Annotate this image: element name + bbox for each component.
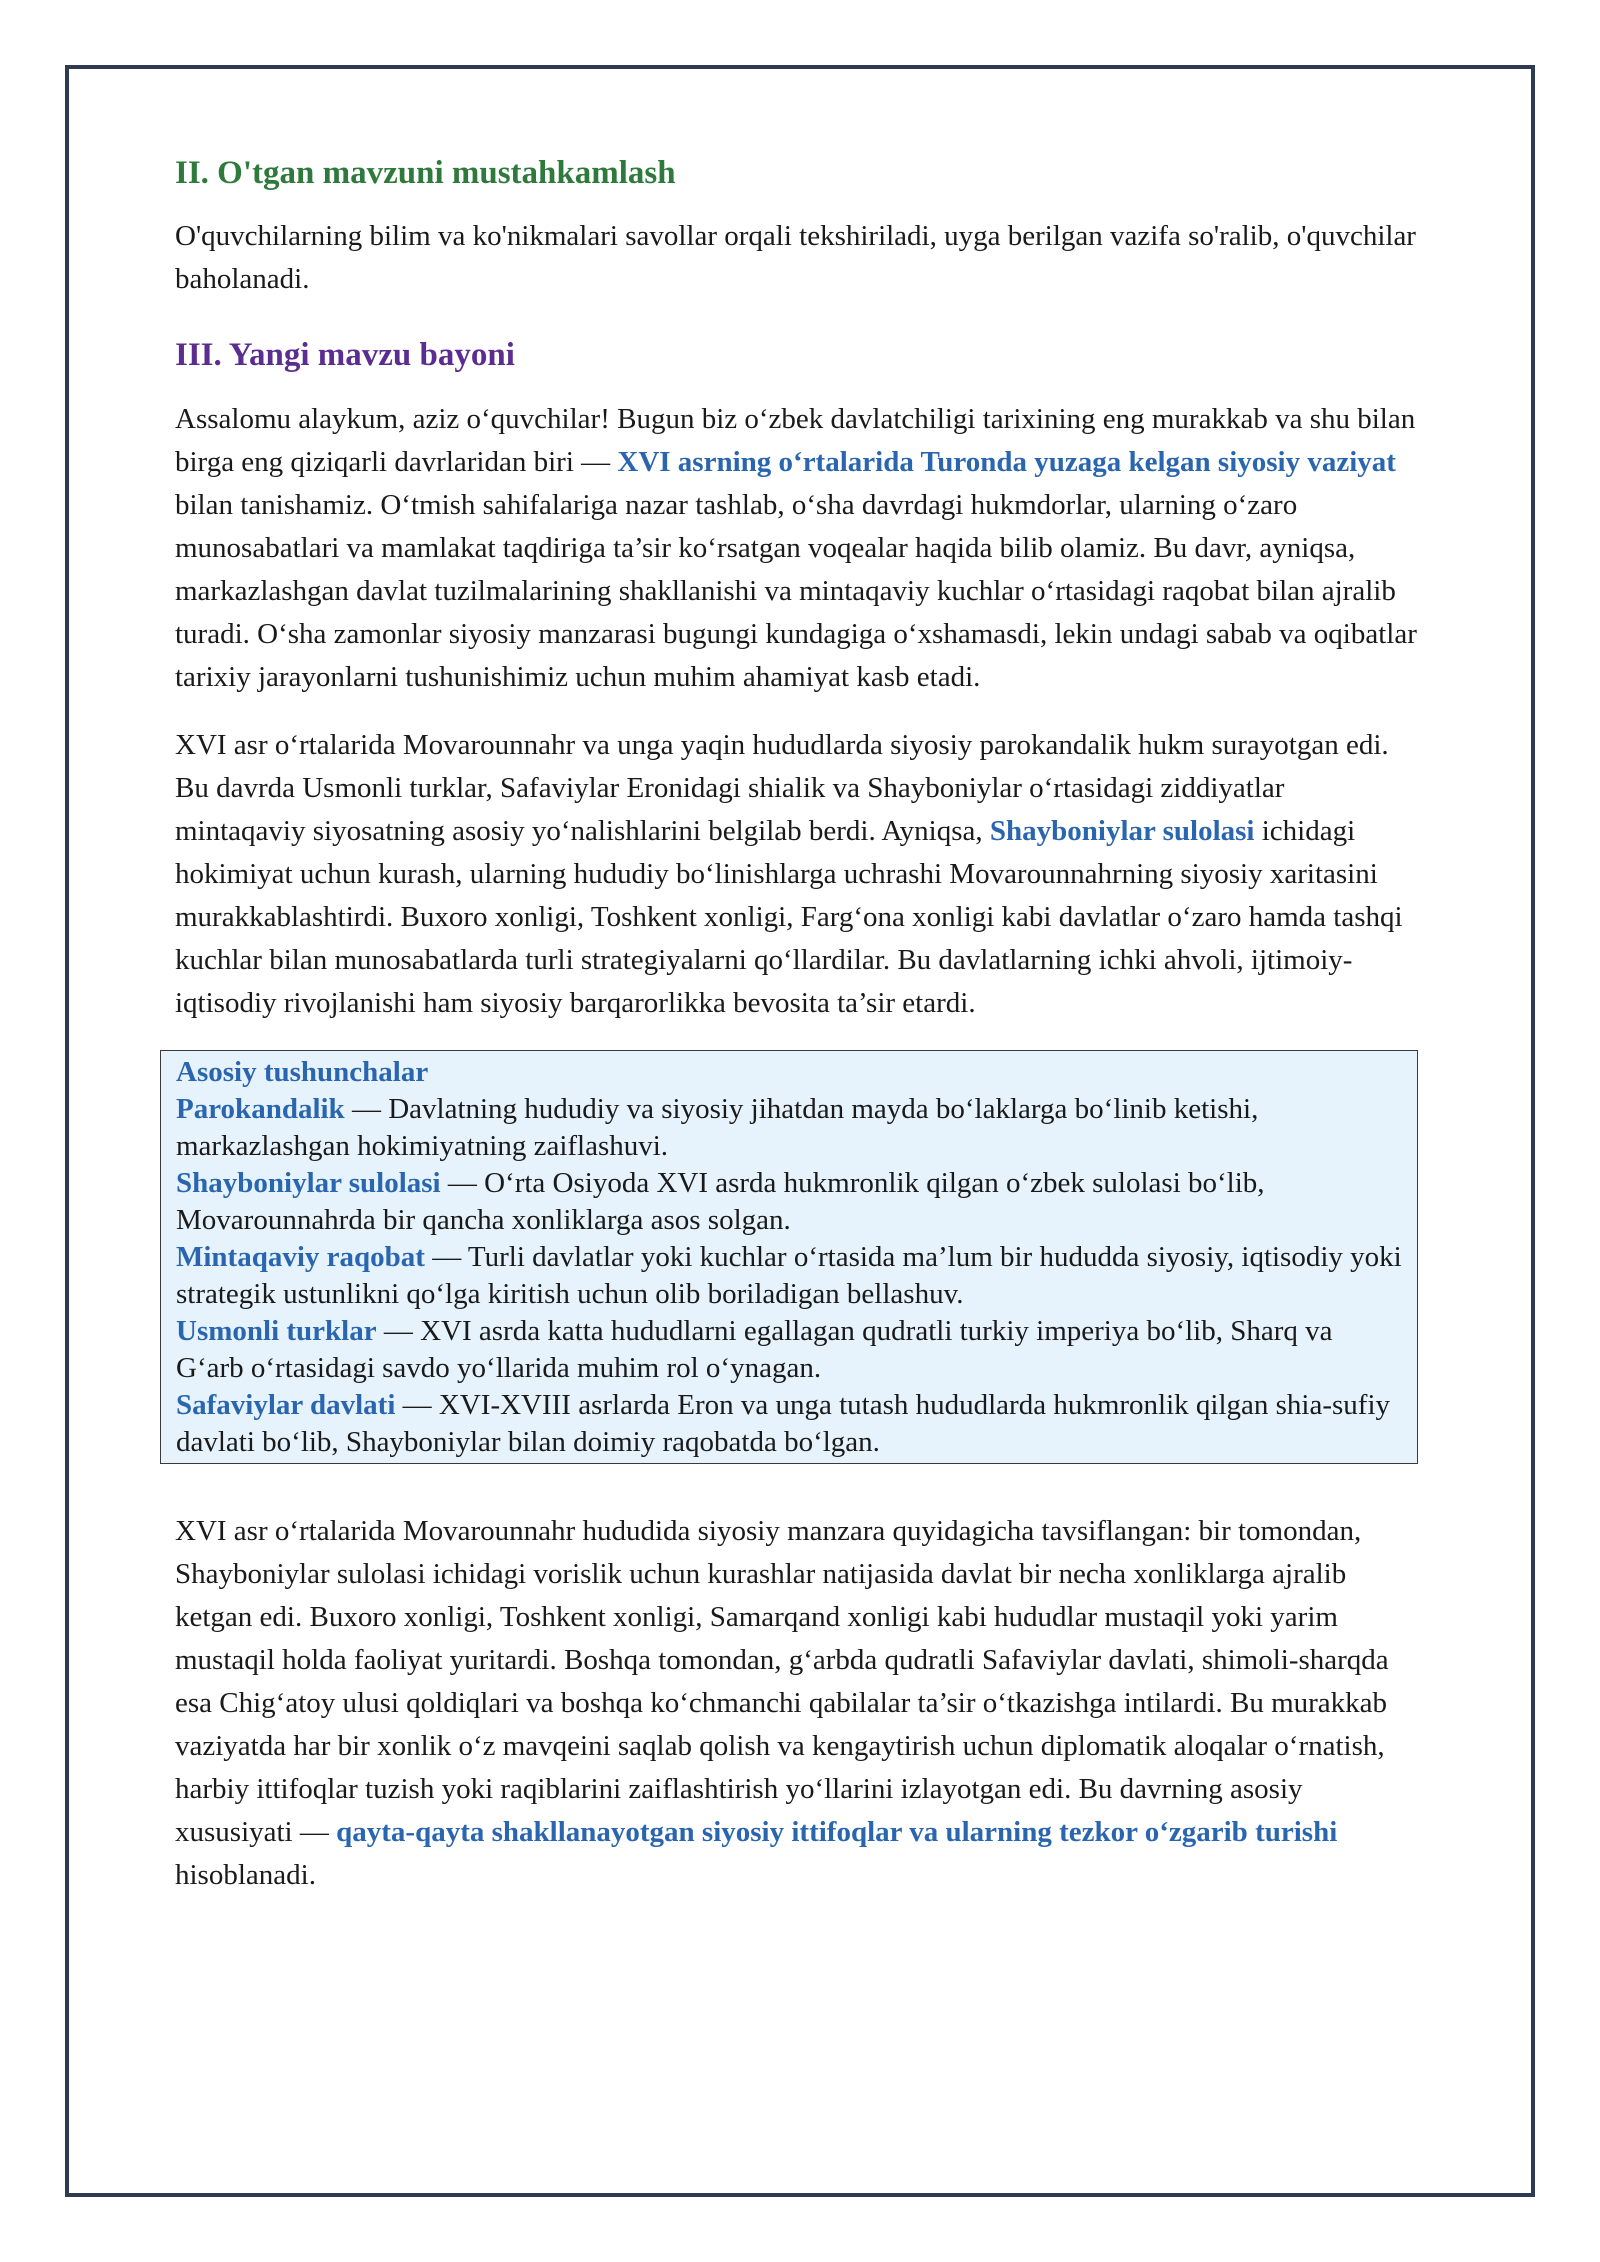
- concept-entry: [176, 1091, 1403, 1165]
- concept-term: Shayboniylar sulolasi: [176, 1166, 441, 1199]
- concept-definition: — O‘rta Osiyoda XVI asrda hukmronlik qilgan o‘zbek sulolasi bo‘lib, Movarounnahrda bir qancha xonliklarga asos solgan.: [176, 1166, 1265, 1236]
- summary-paragraph: [175, 1510, 1420, 1897]
- summary-text-start: XVI asr o‘rtalarida Movarounnahr hududida siyosiy manzara quyidagicha tavsiflangan: bir tomondan, Shayboniylar sulolasi ichidagi vorislik uchun kurashlar natijasida davlat bir necha xonliklarga ajralib ketgan edi. Buxoro xonligi, Toshkent xonligi, Samarqand xonligi kabi hududlar mustaqil yoki yarim mustaqil holda faoliyat yuritardi. Boshqa tomondan, g‘arbda qudratli Safaviylar davlati, shimoli-sharqda esa Chig‘atoy ulusi qoldiqlari va boshqa ko‘chmanchi qabilalar ta’sir o‘tkazishga intilardi. Bu murakkab vaziyatda har bir xonlik o‘z mavqeini saqlab qolish va kengaytirish uchun diplomatik aloqalar o‘rnatish, harbiy ittifoqlar tuzish yoki raqiblarini zaiflashtirish yo‘llarini izlayotgan edi. Bu davrning asosiy xususiyati —: [175, 1514, 1389, 1848]
- section-heading-review: II. O'tgan mavzuni mustahkamlash: [175, 155, 676, 191]
- concept-term: Mintaqaviy raqobat: [176, 1240, 425, 1273]
- concept-term: Usmonli turklar: [176, 1314, 377, 1347]
- concept-term: Safaviylar davlati: [176, 1388, 396, 1421]
- key-concepts-box: [160, 1050, 1418, 1464]
- concept-entry: [176, 1165, 1403, 1239]
- summary-text-end: hisoblanadi.: [175, 1858, 316, 1891]
- document-content: [175, 152, 1420, 1897]
- concept-term: Parokandalik: [176, 1092, 345, 1125]
- concept-definition: — XVI asrda katta hududlarni egallagan qudratli turkiy imperiya bo‘lib, Sharq va G‘arb o‘rtasidagi savdo yo‘llarida muhim rol o‘ynagan.: [176, 1314, 1333, 1384]
- intro-paragraph: [175, 398, 1420, 699]
- context-text-start: XVI asr o‘rtalarida Movarounnahr va unga yaqin hududlarda siyosiy parokandalik hukm surayotgan edi. Bu davrda Usmonli turklar, Safaviylar Eronidagi shialik va Shayboniylar o‘rtasidagi ziddiyatlar mintaqaviy siyosatning asosiy yo‘nalishlarini belgilab berdi. Ayniqsa,: [175, 728, 1389, 847]
- intro-text-end: bilan tanishamiz. O‘tmish sahifalariga nazar tashlab, o‘sha davrdagi hukmdorlar, ularning o‘zaro munosabatlari va mamlakat taqdiriga ta’sir ko‘rsatgan voqealar haqida bilib olamiz. Bu davr, ayniqsa, markazlashgan davlat tuzilmalarining shakllanishi va mintaqaviy kuchlar o‘rtasidagi raqobat bilan ajralib turadi. O‘sha zamonlar siyosiy manzarasi bugungi kundagiga o‘xshamasdi, lekin undagi sabab va oqibatlar tarixiy jarayonlarni tushunishimiz uchun muhim ahamiyat kasb etadi.: [175, 488, 1417, 693]
- concept-definition: — XVI-XVIII asrlarda Eron va unga tutash hududlarda hukmronlik qilgan shia-sufiy davlati bo‘lib, Shayboniylar bilan doimiy raqobatda bo‘lgan.: [176, 1388, 1391, 1458]
- key-concepts-title: Asosiy tushunchalar: [176, 1055, 429, 1088]
- concept-entry: [176, 1313, 1403, 1387]
- section-heading-new-topic: III. Yangi mavzu bayoni: [175, 336, 515, 373]
- intro-highlight: XVI asrning o‘rtalarida Turonda yuzaga kelgan siyosiy vaziyat: [617, 445, 1396, 478]
- concept-entry: [176, 1239, 1403, 1313]
- summary-highlight: qayta-qayta shakllanayotgan siyosiy ittifoqlar va ularning tezkor o‘zgarib turishi: [336, 1815, 1338, 1848]
- context-text-end: ichidagi hokimiyat uchun kurash, ularning hududiy bo‘linishlarga uchrashi Movarounnahrning siyosiy xaritasini murakkablashtirdi. Buxoro xonligi, Toshkent xonligi, Farg‘ona xonligi kabi davlatlar o‘zaro hamda tashqi kuchlar bilan munosabatlarda turli strategiyalarni qo‘llardilar. Bu davlatlarning ichki ahvoli, ijtimoiy-iqtisodiy rivojlanishi ham siyosiy barqarorlikka bevosita ta’sir etardi.: [175, 814, 1403, 1019]
- context-highlight: Shayboniylar sulolasi: [989, 814, 1255, 847]
- context-paragraph: [175, 724, 1420, 1025]
- intro-text-start: Assalomu alaykum, aziz o‘quvchilar! Bugun biz o‘zbek davlatchiligi tarixining eng murakkab va shu bilan birga eng qiziqarli davrlaridan biri —: [175, 402, 1416, 478]
- concept-definition: — Turli davlatlar yoki kuchlar o‘rtasida ma’lum bir hududda siyosiy, iqtisodiy yoki strategik ustunlikni qo‘lga kiritish uchun olib boriladigan bellashuv.: [176, 1240, 1402, 1310]
- review-paragraph: O'quvchilarning bilim va ko'nikmalari savollar orqali tekshiriladi, uyga berilgan vazifa so'ralib, o'quvchilar baholanadi.: [175, 219, 1416, 295]
- concept-definition: — Davlatning hududiy va siyosiy jihatdan mayda bo‘laklarga bo‘linib ketishi, markazlashgan hokimiyatning zaiflashuvi.: [176, 1092, 1259, 1162]
- concept-entry: [176, 1387, 1403, 1461]
